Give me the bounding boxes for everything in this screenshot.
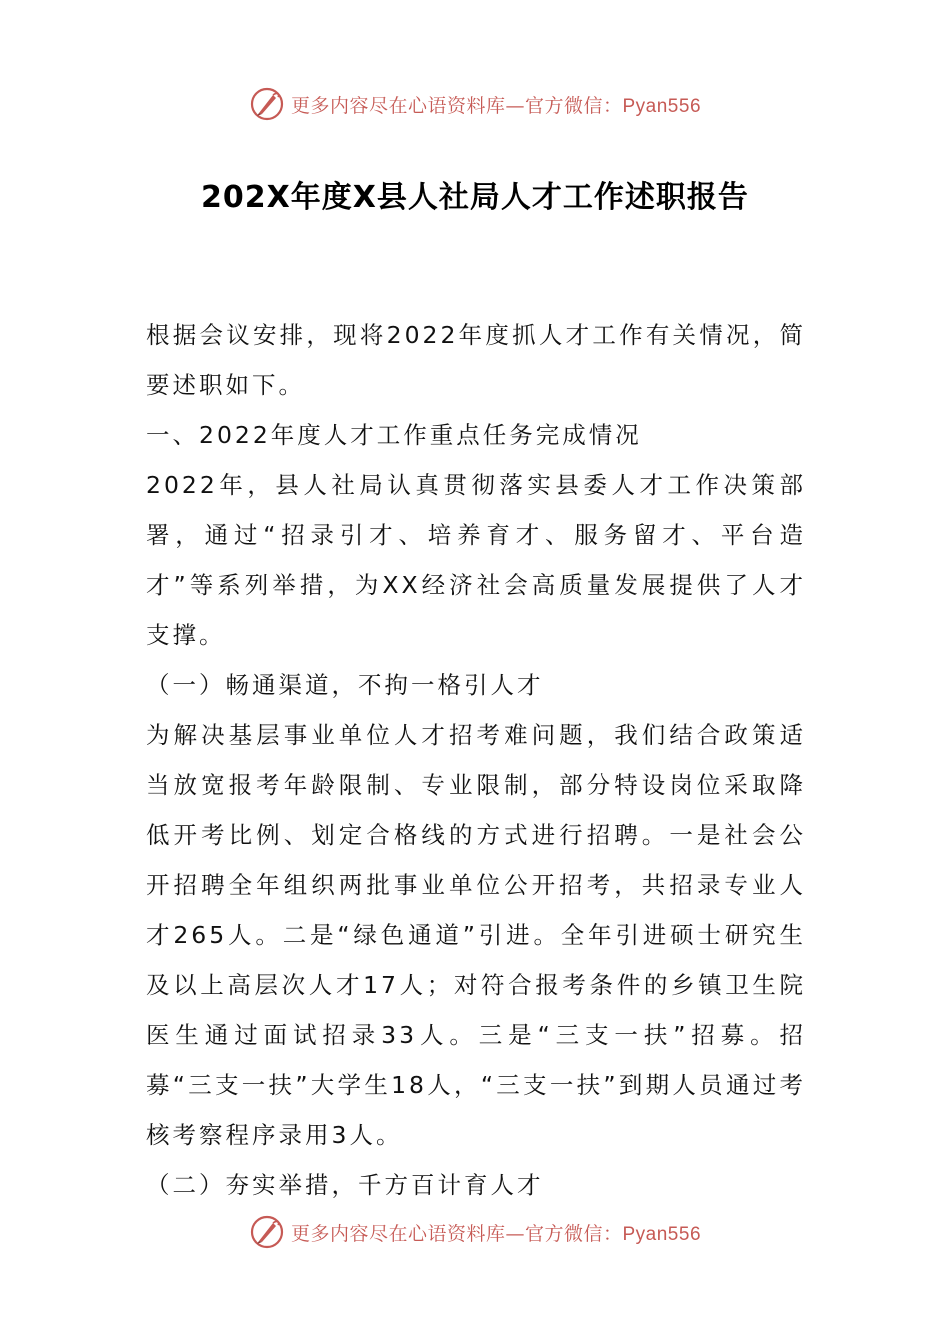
body-paragraph: 为解决基层事业单位人才招考难问题，我们结合政策适当放宽报考年龄限制、专业限制，部分特设岗位采取降低开考比例、划定合格线的方式进行招聘。一是社会公开招聘全年组织两批事业单位公开招考，共招录专业人才265人。二是“绿色通道”引进。全年引进硕士研究生及以上高层次人才17人；对符合报考条件的乡镇卫生院医生通过面试招录33人。三是“三支一扶”招募。招募“三支一扶”大学生18人，“三支一扶”到期人员通过考核考察程序录用3人。 — [146, 721, 806, 1149]
quill-pen-icon — [249, 1214, 285, 1250]
footer-watermark — [0, 1212, 950, 1252]
body-paragraph: 2022年，县人社局认真贯彻落实县委人才工作决策部署，通过“招录引才、培养育才、服务留才、平台造才”等系列举措，为XX经济社会高质量发展提供了人才支撑。 — [146, 471, 806, 649]
watermark-text: 更多内容尽在心语资料库—官方微信：Pyan556 — [290, 94, 702, 117]
document-body — [146, 310, 806, 1210]
subsection-heading: （二）夯实举措，千方百计育人才 — [146, 1171, 544, 1199]
body-paragraph: 根据会议安排，现将2022年度抓人才工作有关情况，简要述职如下。 — [146, 321, 806, 399]
quill-pen-icon — [249, 86, 285, 122]
header-watermark — [0, 84, 950, 124]
document-title: 202X年度X县人社局人才工作述职报告 — [201, 180, 749, 215]
subsection-heading: （一）畅通渠道，不拘一格引人才 — [146, 671, 544, 699]
section-heading: 一、2022年度人才工作重点任务完成情况 — [146, 421, 642, 449]
watermark-text: 更多内容尽在心语资料库—官方微信：Pyan556 — [290, 1222, 702, 1245]
